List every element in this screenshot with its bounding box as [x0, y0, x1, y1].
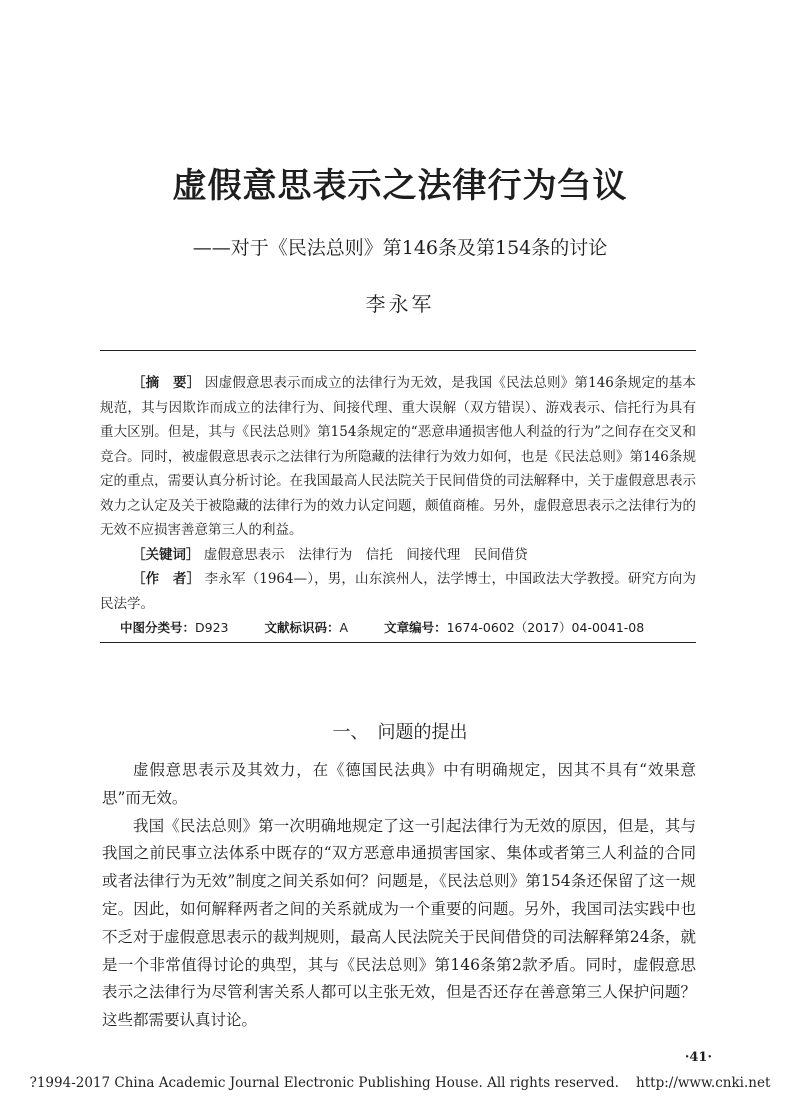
- keywords: [100, 543, 696, 568]
- author-info-text: 李永军（1964—），男，山东滨州人，法学博士，中国政法大学教授。研究方向为民法学。: [100, 571, 696, 612]
- doc-code-value: A: [339, 620, 349, 635]
- doc-code-label: 文献标识码：: [264, 620, 340, 635]
- section-heading: 一、 问题的提出: [332, 722, 468, 743]
- author-info: [100, 567, 696, 616]
- article-no-value: 1674-0602（2017）04-0041-08: [446, 620, 645, 635]
- body-paragraph: 我国《民法总则》第一次明确地规定了这一引起法律行为无效的原因，但是，其与我国之前民事立法体系中既存的“双方恶意串通损害国家、集体或者第三人利益的合同或者法律行为无效”制度之间关系如何？问题是，《民法总则》第154条还保留了这一规定。因此，如何解释两者之间的关系就成为一个重要的问题。另外，我国司法实践中也不乏对于虚假意思表示的裁判规则，最高人民法院关于民间借贷的司法解释第24条，就是一个非常值得讨论的典型，其与《民法总则》第146条第2款矛盾。同时，虚假意思表示之法律行为尽管利害关系人都可以主张无效，但是否还存在善意第三人保护问题？这些都需要认真讨论。: [102, 816, 696, 1030]
- body-text: [102, 757, 696, 1035]
- page-number: ·41·: [684, 1050, 712, 1065]
- clc-value: D923: [195, 620, 229, 635]
- clc-group: [120, 618, 229, 636]
- copyright-footer: ?1994-2017 China Academic Journal Electronic Publishing House. All rights reserved. http://www.cnki.net: [29, 1075, 771, 1091]
- body-paragraph: 虚假意思表示及其效力，在《德国民法典》中有明确规定，因其不具有“效果意思”而无效。: [102, 761, 696, 807]
- keywords-label: ［关键词］: [132, 546, 200, 563]
- abstract-text: 因虚假意思表示而成立的法律行为无效，是我国《民法总则》第146条规定的基本规范，其与因欺诈而成立的法律行为、间接代理、重大误解（双方错误）、游戏表示、信托行为具有重大区别。但是，其与《民法总则》第154条规定的“恶意串通损害他人利益的行为”之间存在交叉和竞合。同时，被虚假意思表示之法律行为所隐藏的法律行为效力如何，也是《民法总则》第146条规定的重点，需要认真分析讨论。在我国最高人民法院关于民间借贷的司法解释中，关于虚假意思表示效力之认定及关于被隐藏的法律行为的效力认定问题，颇值商榷。另外，虚假意思表示之法律行为的无效不应损害善意第三人的利益。: [100, 375, 696, 538]
- article-no-label: 文章编号：: [384, 620, 447, 635]
- article-subtitle: ——对于《民法总则》第146条及第154条的讨论: [192, 237, 608, 259]
- abstract: [100, 371, 696, 543]
- author-name: 李永军: [365, 292, 435, 316]
- abstract-label: ［摘 要］: [132, 375, 201, 391]
- clc-label: 中图分类号：: [120, 620, 196, 635]
- classification-line: [100, 618, 696, 643]
- abstract-block: [100, 350, 696, 643]
- doc-code-group: [265, 618, 349, 636]
- keywords-text: 虚假意思表示 法律行为 信托 间接代理 民间借贷: [203, 546, 528, 563]
- article-title: 虚假意思表示之法律行为刍议: [172, 166, 628, 206]
- article-no-group: [384, 618, 644, 636]
- author-info-label: ［作 者］: [132, 571, 201, 587]
